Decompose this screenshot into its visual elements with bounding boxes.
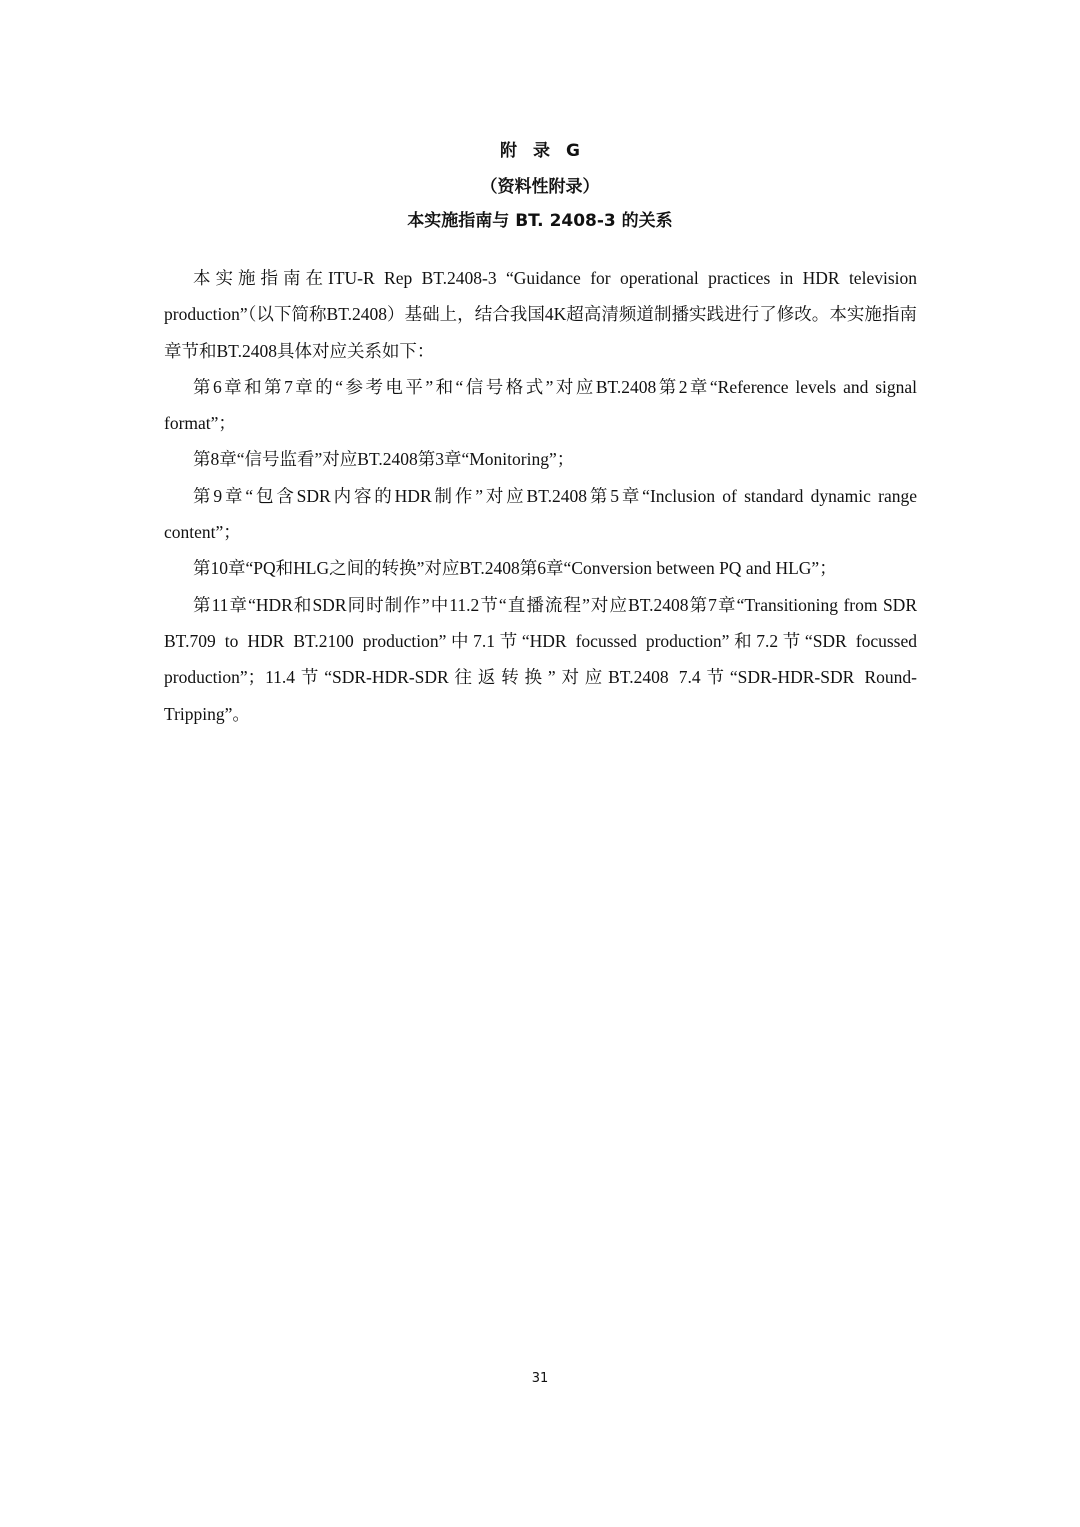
appendix-title: 本实施指南与 BT. 2408-3 的关系 [407, 211, 673, 231]
appendix-subtitle: （资料性附录） [480, 177, 600, 197]
paragraph-chapter-11: 第11章“HDR和SDR同时制作”中11.2节“直播流程”对应BT.2408第7章“Transitioning from SDR BT.709 to HDR BT.2100 production”中7.1节“HDR focussed production”和7.2节“SDR focussed production”；11.4节“SDR-HDR-SDR往返转换”对应BT.2408 7.4节“SDR-HDR-SDR Round-Tripping”。 [164, 594, 917, 724]
paragraph-chapter-9: 第9章“包含SDR内容的HDR制作”对应BT.2408第5章“Inclusion of standard dynamic range content”； [164, 485, 917, 543]
paragraph-chapter-6-7: 第6章和第7章的“参考电平”和“信号格式”对应BT.2408第2章“Reference levels and signal format”； [164, 376, 917, 434]
appendix-label-char2: 录 [533, 141, 551, 161]
appendix-label-char1: 附 [500, 141, 518, 161]
appendix-label-letter: G [566, 141, 580, 161]
paragraph-chapter-8: 第8章“信号监看”对应BT.2408第3章“Monitoring”； [193, 449, 575, 470]
paragraph-intro: 本实施指南在ITU-R Rep BT.2408-3 “Guidance for operational practices in HDR television production”（以下简称BT.2408）基础上，结合我国4K超高清频道制播实践进行了修改。本实施指南章节和BT.2408具体对应关系如下： [164, 268, 917, 361]
body-text [164, 260, 917, 732]
paragraph-chapter-10: 第10章“PQ和HLG之间的转换”对应BT.2408第6章“Conversion between PQ and HLG”； [193, 558, 837, 579]
appendix-heading [0, 136, 1080, 161]
page-number: 31 [531, 1371, 549, 1386]
